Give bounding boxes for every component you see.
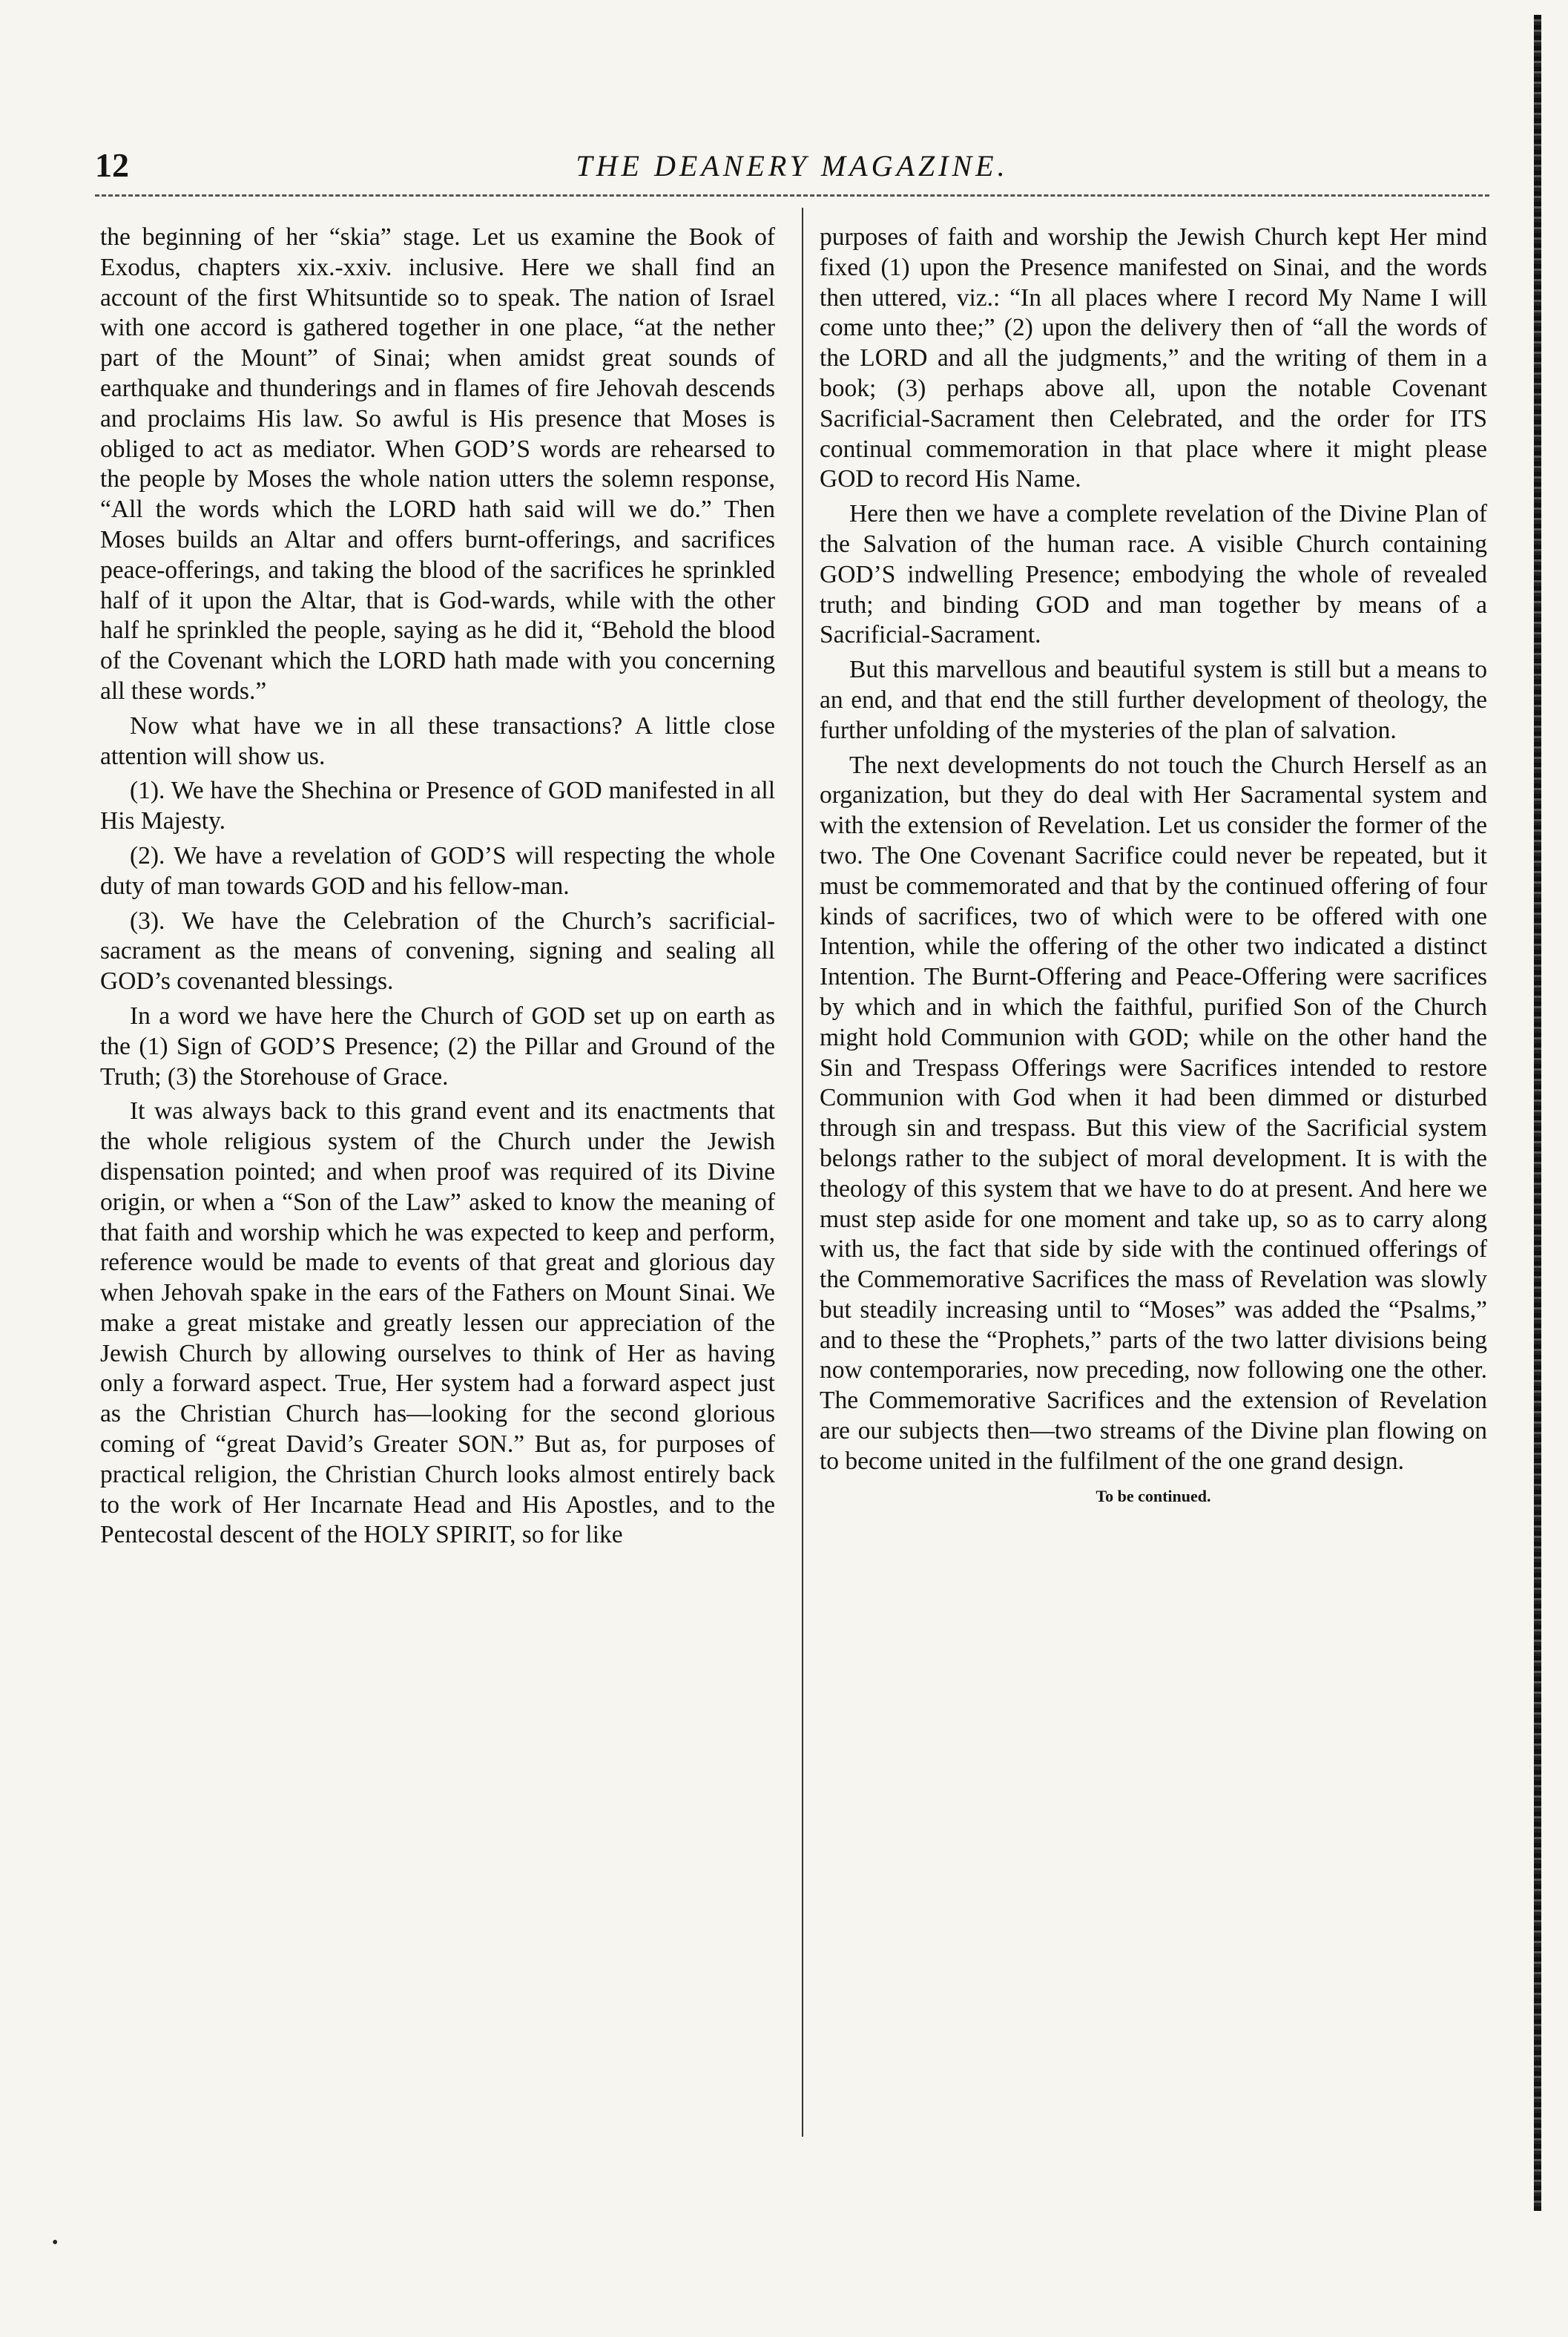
header-rule [95,194,1489,197]
paragraph: Here then we have a complete revelation of the Divine Plan of the Salvation of the human race. A visible Church containing GOD’S indwelling Presence; embodying the whole of revealed truth; and binding GOD and man together by means of a Sacrificial-Sacrament. [820,500,1487,649]
ink-mark-icon: • [52,2233,59,2252]
binding-edge [1534,15,1541,2211]
continued-note: To be continued. [1096,1486,1211,1505]
paragraph: In a word we have here the Church of GOD set up on earth as the (1) Sign of GOD’S Presence; (2) the Pillar and Ground of the Truth; (3) the Storehouse of Grace. [100,1002,775,1091]
paragraph: purposes of faith and worship the Jewish Church kept Her mind fixed (1) upon the Presence manifested on Sinai, and the words then uttered, viz.: “In all places where I record My Name I will come unto thee;” (2) upon the delivery then of “all the words of the LORD and all the judgments,” and the writing of them in a book; (3) perhaps above all, upon the notable Covenant Sacrificial-Sacrament then Celebrated, and the order for ITS continual commemoration in that place where it might please GOD to record His Name. [820,223,1487,493]
paragraph: the beginning of her “skia” stage. Let us examine the Book of Exodus, chapters xix.-xxiv. inclusive. Here we shall find an account of the first Whitsuntide so to speak. The nation of Israel with one accord is gathered together in one place, “at the nether part of the Mount” of Sinai; when amidst great sounds of earthquake and thunderings and in flames of fire Jehovah descends and proclaims His law. So awful is His presence that Moses is obliged to act as mediator. When GOD’S words are rehearsed to the people by Moses the whole nation utters the solemn response, “All the words which the LORD hath said will we do.” Then Moses builds an Altar and offers burnt-offerings, and sacrifices peace-offerings, and taking the blood of the sacrifices he sprinkled half of it upon the Altar, that is God-wards, while with the other half he sprinkled the people, saying as he did it, “Behold the blood of the Covenant which the LORD hath made with you concerning all these words.” [100,223,775,705]
paragraph: It was always back to this grand event and its enactments that the whole religious system of the Church under the Jewish dispensation pointed; and when proof was required of its Divine origin, or when a “Son of the Law” asked to know the meaning of that faith and worship which he was expected to keep and perform, reference would be made to events of that great and glorious day when Jehovah spake in the ears of the Fathers on Mount Sinai. We make a great mistake and greatly lessen our appreciation of the Jewish Church by allowing ourselves to think of Her as having only a forward aspect. True, Her system had a forward aspect just as the Christian Church has—looking for the second glorious coming of “great David’s Greater SON.” But as, for purposes of practical religion, the Christian Church looks almost entirely back to the work of Her Incarnate Head and His Apostles, and to the Pentecostal descent of the HOLY SPIRIT, so for like [100,1097,775,1549]
paragraph: (1). We have the Shechina or Presence of GOD manifested in all His Majesty. [100,777,775,835]
paragraph: But this marvellous and beautiful system is still but a means to an end, and that end the still further development of theology, the further unfolding of the mysteries of the plan of salvation. [820,656,1487,744]
page-header [95,145,1489,197]
left-column [100,223,775,1555]
column-divider [802,208,803,2137]
paragraph: Now what have we in all these transactions? A little close attention will show us. [100,711,775,770]
running-head-title: THE DEANERY MAGAZINE. [576,149,1009,183]
paragraph: (2). We have a revelation of GOD’S will respecting the whole duty of man towards GOD and his fellow-man. [100,841,775,900]
paragraph: (3). We have the Celebration of the Church’s sacrificial-sacrament as the means of convening, signing and sealing all GOD’s covenanted blessings. [100,907,775,996]
paragraph: The next developments do not touch the Church Herself as an organization, but they do deal with Her Sacramental system and with the extension of Revelation. Let us consider the former of the two. The One Covenant Sacrifice could never be repeated, but it must be commemorated and that by the continued offering of four kinds of sacrifices, two of which were to be offered with one Intention, while the offering of the other two indicated a distinct Intention. The Burnt-Offering and Peace-Offering were sacrifices by which and in which the faithful, purified Son of the Church might hold Communion with GOD; while on the other hand the Sin and Trespass Offerings were Sacrifices intended to restore Communion with God when it had been dimmed or disturbed through sin and trespass. But this view of the Sacrificial system belongs rather to the subject of moral development. It is with the theology of this system that we have to do at present. And here we must step aside for one moment and take up, so as to carry along with us, the fact that side by side with the continued offerings of the Commemorative Sacrifices the mass of Revelation was slowly but steadily increasing until to “Moses” was added the “Psalms,” and to these the “Prophets,” parts of the two latter divisions being now contemporaries, now preceding, now following one the other. The Commemorative Sacrifices and the extension of Revelation are our subjects then—two streams of the Divine plan flowing on to become united in the fulfilment of the one grand design. [820,751,1487,1475]
right-column [820,223,1487,1516]
page-number: 12 [95,146,129,184]
